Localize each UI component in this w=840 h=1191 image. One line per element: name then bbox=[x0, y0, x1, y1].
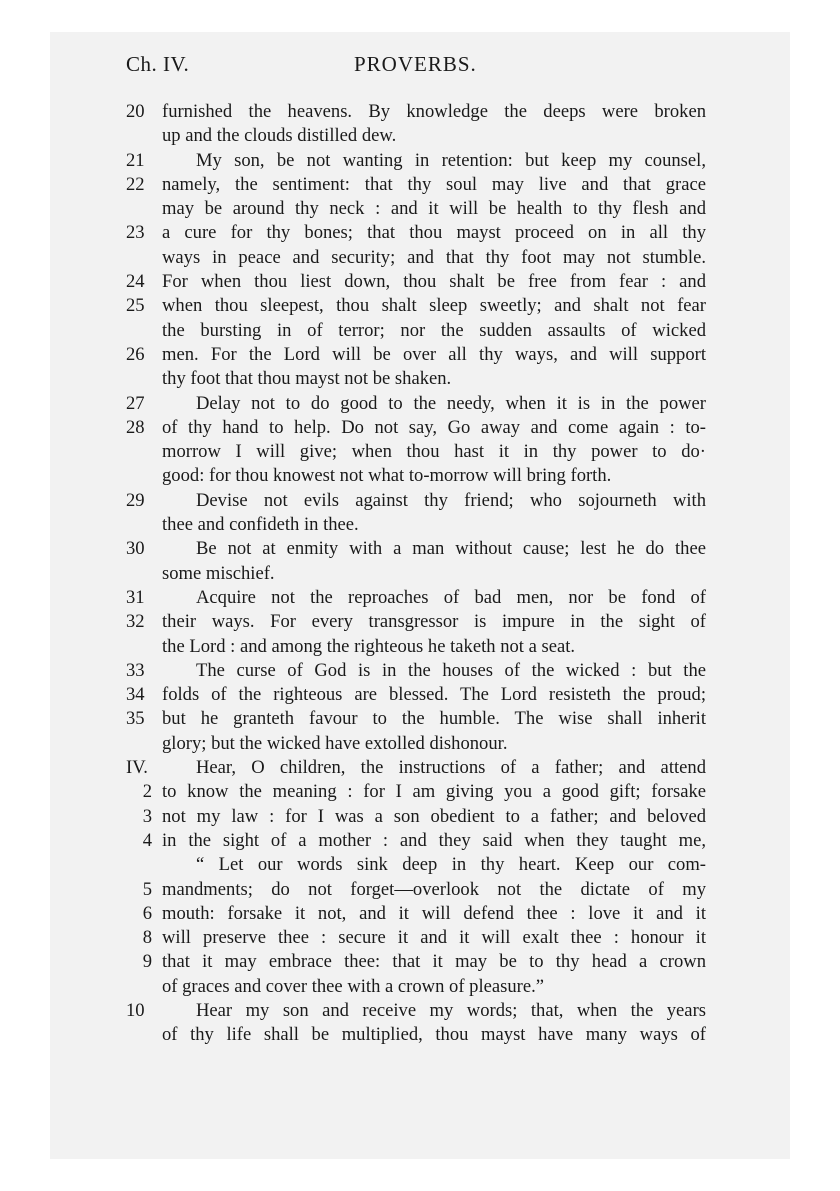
line-text: morrow I will give; when thou hast it in thy power to do· bbox=[162, 441, 706, 463]
text-line bbox=[126, 246, 706, 270]
text-line bbox=[126, 173, 706, 197]
verse-number: 28 bbox=[126, 416, 145, 438]
line-text: furnished the heavens. By knowledge the deeps were broken bbox=[162, 101, 706, 122]
line-text: of thy life shall be multiplied, thou mayst have many ways of bbox=[162, 1024, 706, 1046]
line-text: glory; but the wicked have extolled dishonour. bbox=[162, 732, 508, 754]
line-text: My son, be not wanting in retention: but keep my counsel, bbox=[196, 149, 706, 171]
line-text: thy foot that thou mayst not be shaken. bbox=[162, 368, 452, 390]
text-line bbox=[126, 464, 706, 488]
text-line bbox=[126, 513, 706, 537]
text-line bbox=[126, 950, 706, 974]
verse-number: 6 bbox=[142, 902, 152, 924]
line-text: of graces and cover thee with a crown of pleasure.” bbox=[162, 975, 545, 997]
verse-number: 32 bbox=[126, 611, 145, 633]
verse-number: 29 bbox=[126, 489, 145, 511]
verse-number: 20 bbox=[126, 101, 145, 122]
text-line bbox=[126, 610, 706, 634]
text-line bbox=[126, 780, 706, 804]
text-line bbox=[126, 270, 706, 294]
line-text: that it may embrace thee: that it may be to thy head a crown bbox=[162, 951, 706, 973]
verse-number: 9 bbox=[142, 951, 152, 973]
verse-number: 26 bbox=[126, 343, 145, 365]
line-text: Hear, O children, the instructions of a father; and attend bbox=[196, 757, 706, 779]
text-line bbox=[126, 416, 706, 440]
verse-number: 3 bbox=[142, 805, 152, 827]
text-body bbox=[126, 100, 706, 1048]
line-text: not my law : for I was a son obedient to a father; and beloved bbox=[162, 805, 706, 827]
line-text: Delay not to do good to the needy, when it is in the power bbox=[196, 392, 706, 414]
verse-number: 21 bbox=[126, 149, 145, 171]
text-line bbox=[126, 683, 706, 707]
line-text: thee and confideth in thee. bbox=[162, 514, 359, 536]
text-line bbox=[126, 926, 706, 950]
verse-number: 4 bbox=[142, 829, 152, 851]
text-line bbox=[126, 732, 706, 756]
line-text: men. For the Lord will be over all thy ways, and will support bbox=[162, 343, 706, 365]
line-text: ways in peace and security; and that thy foot may not stumble. bbox=[162, 246, 706, 268]
chapter-label: Ch. IV. bbox=[126, 52, 190, 76]
text-line bbox=[126, 294, 706, 318]
text-line bbox=[126, 489, 706, 513]
text-line bbox=[126, 853, 706, 877]
verse-number: 5 bbox=[142, 878, 152, 900]
verse-number: 2 bbox=[142, 781, 152, 803]
line-text: Acquire not the reproaches of bad men, nor be fond of bbox=[196, 586, 706, 608]
verse-number: 35 bbox=[126, 708, 145, 730]
text-line bbox=[126, 149, 706, 173]
line-text: “ Let our words sink deep in thy heart. Keep our com- bbox=[196, 854, 706, 876]
text-line bbox=[126, 197, 706, 221]
line-text: to know the meaning : for I am giving you a good gift; forsake bbox=[162, 781, 706, 803]
text-line bbox=[126, 975, 706, 999]
text-line bbox=[126, 829, 706, 853]
line-text: mandments; do not forget—overlook not the dictate of my bbox=[162, 878, 706, 900]
text-line bbox=[126, 440, 706, 464]
line-text: up and the clouds distilled dew. bbox=[162, 125, 397, 147]
line-text: of thy hand to help. Do not say, Go away and come again : to- bbox=[162, 416, 706, 438]
line-text: the Lord : and among the righteous he taketh not a seat. bbox=[162, 635, 576, 657]
text-line bbox=[126, 805, 706, 829]
line-text: but he granteth favour to the humble. The wise shall inherit bbox=[162, 708, 706, 730]
book-title: PROVERBS. bbox=[354, 52, 477, 76]
line-text: some mischief. bbox=[162, 562, 275, 584]
line-text: good: for thou knowest not what to-morrow will bring forth. bbox=[162, 465, 612, 487]
verse-number: 25 bbox=[126, 295, 145, 317]
text-line bbox=[126, 902, 706, 926]
line-text: their ways. For every transgressor is impure in the sight of bbox=[162, 611, 706, 633]
text-line bbox=[126, 635, 706, 659]
text-line bbox=[126, 707, 706, 731]
text-line bbox=[126, 343, 706, 367]
line-text: namely, the sentiment: that thy soul may live and that grace bbox=[162, 173, 706, 195]
text-line bbox=[126, 221, 706, 245]
line-text: Devise not evils against thy friend; who sojourneth with bbox=[196, 489, 706, 511]
line-text: mouth: forsake it not, and it will defend thee : love it and it bbox=[162, 902, 706, 924]
line-text: For when thou liest down, thou shalt be free from fear : and bbox=[162, 271, 706, 293]
line-text: may be around thy neck : and it will be health to thy flesh and bbox=[162, 198, 706, 220]
line-text: will preserve thee : secure it and it will exalt thee : honour it bbox=[162, 927, 706, 949]
verse-number: 30 bbox=[126, 538, 145, 560]
verse-number: 27 bbox=[126, 392, 145, 414]
text-line bbox=[126, 999, 706, 1023]
verse-number: 24 bbox=[126, 271, 145, 293]
verse-number: 34 bbox=[126, 684, 145, 706]
line-text: the bursting in of terror; nor the sudden assaults of wicked bbox=[162, 319, 706, 341]
line-text: The curse of God is in the houses of the wicked : but the bbox=[196, 659, 706, 681]
text-line bbox=[126, 392, 706, 416]
text-line bbox=[126, 878, 706, 902]
verse-number: 22 bbox=[126, 173, 145, 195]
verse-number: 10 bbox=[126, 999, 145, 1021]
verse-number: 8 bbox=[142, 927, 152, 949]
text-line bbox=[126, 659, 706, 683]
line-text: when thou sleepest, thou shalt sleep sweetly; and shalt not fear bbox=[162, 295, 706, 317]
verse-number: 23 bbox=[126, 222, 145, 244]
running-header bbox=[126, 52, 706, 84]
text-line bbox=[126, 367, 706, 391]
text-line bbox=[126, 1023, 706, 1047]
text-line bbox=[126, 537, 706, 561]
line-text: Hear my son and receive my words; that, when the years bbox=[196, 999, 706, 1021]
verse-number: 33 bbox=[126, 659, 145, 681]
text-line bbox=[126, 319, 706, 343]
line-text: in the sight of a mother : and they said when they taught me, bbox=[162, 829, 706, 851]
verse-number: 31 bbox=[126, 586, 145, 608]
text-line bbox=[126, 562, 706, 586]
text-line bbox=[126, 124, 706, 148]
text-line bbox=[126, 586, 706, 610]
text-line bbox=[126, 756, 706, 780]
line-text: Be not at enmity with a man without cause; lest he do thee bbox=[196, 538, 706, 560]
verse-number: IV. bbox=[126, 757, 148, 779]
text-line bbox=[126, 100, 706, 124]
line-text: folds of the righteous are blessed. The Lord resisteth the proud; bbox=[162, 684, 706, 706]
line-text: a cure for thy bones; that thou mayst proceed on in all thy bbox=[162, 222, 706, 244]
